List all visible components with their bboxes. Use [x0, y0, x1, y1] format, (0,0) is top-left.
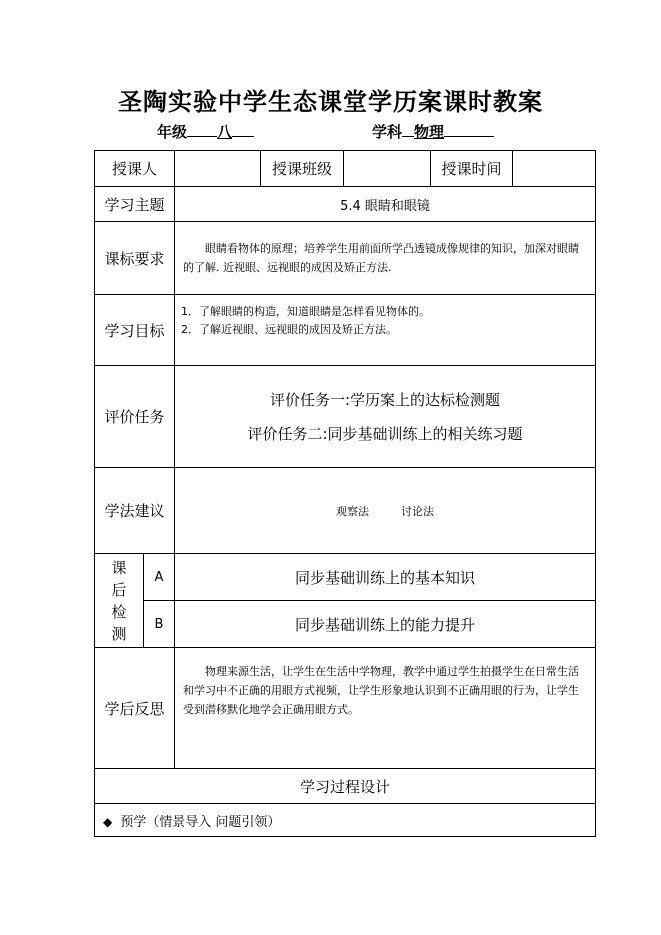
grade-label: 年级 — [157, 123, 188, 141]
check-a-label: A — [144, 554, 175, 601]
method-label: 学法建议 — [95, 468, 175, 554]
subject-blank-right — [444, 121, 494, 137]
subject-blank-left — [402, 121, 414, 137]
reflection-text: 物理来源生活，让学生在生活中学物理，教学中通过学生拍摄学生在日常生活和学习中不正确的用眼方式视频，让学生形象地认识到不正确用眼的行为，让学生受到潜移默化地学会正确用眼方式。 — [175, 648, 596, 769]
topic-label: 学习主题 — [95, 187, 175, 222]
eval-cell — [175, 366, 596, 468]
subject-line — [372, 121, 494, 142]
eval-task-1: 评价任务一:学历案上的达标检测题 — [269, 390, 501, 409]
teacher-label: 授课人 — [95, 151, 175, 187]
standard-label: 课标要求 — [95, 222, 175, 295]
eval-label: 评价任务 — [95, 366, 175, 468]
goals-label: 学习目标 — [95, 295, 175, 366]
prestudy-text: 预学（情景导入 问题引领） — [120, 814, 281, 830]
time-label: 授课时间 — [431, 151, 513, 187]
goal-item: 1．了解眼睛的构造，知道眼睛是怎样看见物体的。 — [181, 305, 431, 318]
check-a-row — [95, 554, 596, 601]
diamond-bullet-icon: ◆ — [103, 814, 113, 829]
goals-cell — [175, 295, 596, 366]
grade-line — [157, 121, 254, 142]
page-title: 圣陶实验中学生态课堂学历案课时教案 — [118, 87, 543, 116]
eval-task-2: 评价任务二:同步基础训练上的相关练习题 — [247, 424, 523, 443]
prestudy-row — [95, 804, 596, 837]
subject-value: 物理 — [414, 123, 445, 141]
topic-value: 5.4 眼睛和眼镜 — [175, 187, 596, 222]
eval-row — [95, 366, 596, 468]
method-discuss: 讨论法 — [401, 504, 435, 518]
info-row — [95, 151, 596, 187]
standard-text: 眼睛看物体的原理；培养学生用前面所学凸透镜成像规律的知识，加深对眼睛的了解. 近视眼、远视眼的成因及矫正方法. — [175, 222, 596, 295]
methods-cell — [175, 468, 596, 554]
reflection-row — [95, 648, 596, 769]
check-b-row — [95, 601, 596, 648]
standard-row — [95, 222, 596, 295]
process-title-row — [95, 769, 596, 804]
time-value — [513, 151, 596, 187]
topic-row — [95, 187, 596, 222]
class-value — [344, 151, 431, 187]
process-title: 学习过程设计 — [95, 769, 596, 804]
teacher-value — [175, 151, 261, 187]
grade-blank-right — [232, 121, 254, 137]
after-check-label: 课 后 检 测 — [95, 554, 144, 648]
class-label: 授课班级 — [261, 151, 344, 187]
reflection-label: 学后反思 — [95, 648, 175, 769]
lesson-plan-table — [94, 150, 596, 837]
method-observe: 观察法 — [336, 504, 370, 518]
goals-row — [95, 295, 596, 366]
grade-value: 八 — [217, 123, 233, 141]
check-b-text: 同步基础训练上的能力提升 — [175, 601, 596, 648]
goal-item: 2．了解近视眼、远视眼的成因及矫正方法。 — [181, 323, 398, 336]
prestudy-cell — [95, 804, 596, 837]
method-row — [95, 468, 596, 554]
grade-blank-left — [187, 121, 217, 137]
subject-label: 学科 — [372, 123, 403, 141]
check-a-text: 同步基础训练上的基本知识 — [175, 554, 596, 601]
check-b-label: B — [144, 601, 175, 648]
